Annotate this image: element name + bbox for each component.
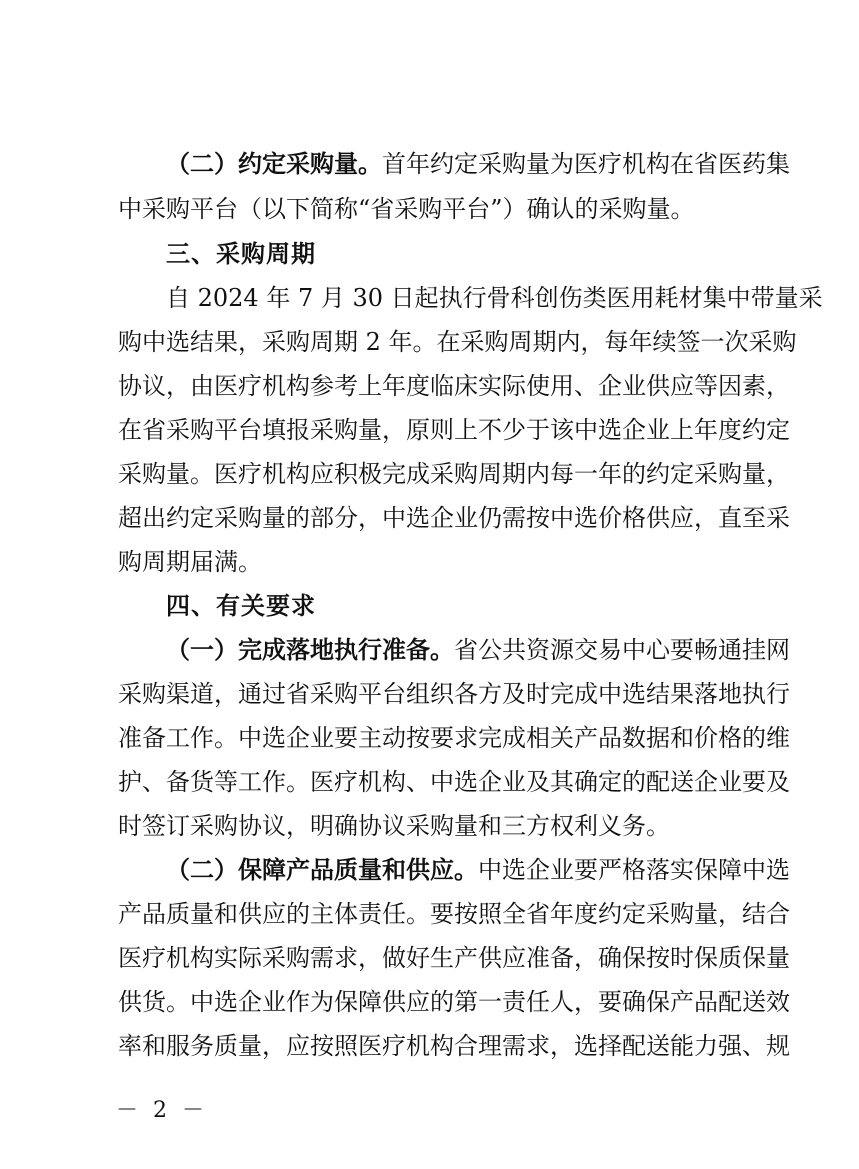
heading-text: 四、有关要求 — [166, 592, 316, 620]
paragraph-line — [118, 716, 790, 760]
line-text: 协议，由医疗机构参考上年度临床实际使用、企业供应等因素， — [118, 372, 790, 400]
line-text: 购周期届满。 — [118, 548, 262, 576]
paragraph-line — [118, 1024, 790, 1068]
line-text: 时签订采购协议，明确协议采购量和三方权利义务。 — [118, 812, 670, 840]
line-text: 医疗机构实际采购需求，做好生产供应准备，确保按时保质保量 — [118, 944, 790, 972]
paragraph-line — [118, 540, 758, 584]
paragraph-line — [118, 936, 790, 980]
paragraph-line — [118, 364, 790, 408]
paragraph-line — [118, 452, 790, 496]
paragraph-line — [118, 187, 758, 231]
page-number: － 2 － — [116, 1098, 208, 1123]
line-text: 采购渠道，通过省采购平台组织各方及时完成中选结果落地执行 — [118, 680, 790, 708]
line-text: 供货。中选企业作为保障供应的第一责任人，要确保产品配送效 — [118, 988, 790, 1016]
paragraph-line — [118, 892, 790, 936]
line-text: 中采购平台（以下简称“省采购平台”）确认的采购量。 — [118, 195, 695, 223]
line-text: 省公共资源交易中心要畅通挂网 — [454, 636, 790, 664]
paragraph-line — [166, 276, 823, 320]
line-text: 护、备货等工作。医疗机构、中选企业及其确定的配送企业要及 — [118, 768, 790, 796]
line-text: 购中选结果，采购周期 2 年。在采购周期内，每年续签一次采购 — [118, 328, 797, 356]
section-subheading: （二）约定采购量。 — [166, 150, 382, 178]
heading-text: 三、采购周期 — [166, 240, 316, 268]
paragraph-line — [118, 320, 797, 364]
line-text: 自 2024 年 7 月 30 日起执行骨科创伤类医用耗材集中带量采 — [166, 284, 823, 312]
line-text: 在省采购平台填报采购量，原则上不少于该中选企业上年度约定 — [118, 416, 790, 444]
line-text: 中选企业要严格落实保障中选 — [478, 856, 790, 884]
paragraph-line — [118, 408, 790, 452]
paragraph-line — [118, 672, 790, 716]
section-subheading: （一）完成落地执行准备。 — [166, 636, 454, 664]
line-text: 率和服务质量，应按照医疗机构合理需求，选择配送能力强、规 — [118, 1032, 790, 1060]
line-text: 产品质量和供应的主体责任。要按照全省年度约定采购量，结合 — [118, 900, 790, 928]
paragraph-line — [118, 760, 790, 804]
line-text: 准备工作。中选企业要主动按要求完成相关产品数据和价格的维 — [118, 724, 790, 752]
paragraph-line — [118, 980, 790, 1024]
paragraph-line — [166, 848, 790, 892]
line-text: 采购量。医疗机构应积极完成采购周期内每一年的约定采购量， — [118, 460, 790, 488]
paragraph-line — [118, 804, 758, 848]
line-text: 超出约定采购量的部分，中选企业仍需按中选价格供应，直至采 — [118, 504, 790, 532]
section-heading — [166, 232, 758, 276]
section-heading — [166, 584, 758, 628]
paragraph-line — [166, 142, 790, 186]
paragraph-line — [118, 496, 790, 540]
line-text: 首年约定采购量为医疗机构在省医药集 — [382, 150, 790, 178]
section-subheading: （二）保障产品质量和供应。 — [166, 856, 478, 884]
paragraph-line — [166, 628, 790, 672]
